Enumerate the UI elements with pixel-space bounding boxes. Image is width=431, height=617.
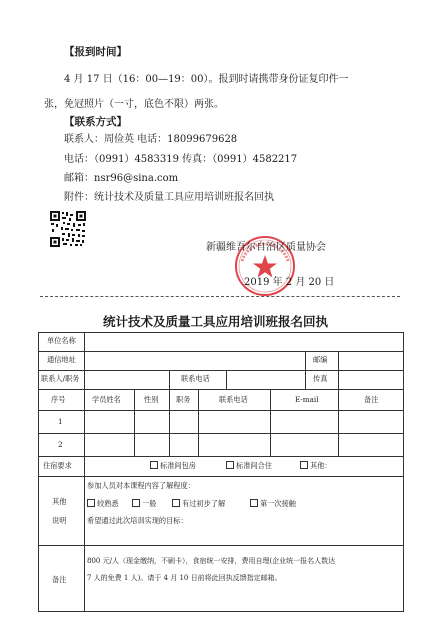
table-row-number-2: 2 xyxy=(58,440,63,449)
header-duty: 职务 xyxy=(176,395,191,404)
header-gender: 性别 xyxy=(144,395,159,404)
organization-signature: 新疆维吾尔自治区质量协会 xyxy=(206,242,326,253)
phone-fax: 电话：（0991）4583319 传真：（0991）4582217 xyxy=(64,154,298,165)
contact-phone-label: 联系电话 xyxy=(181,374,210,383)
report-time-line-2: 张，免冠照片（一寸，底色不限）两张。 xyxy=(44,99,224,110)
familiarity-option-basic[interactable]: 有过初步了解 xyxy=(172,499,225,509)
report-time-heading: 【报到时间】 xyxy=(64,46,127,58)
contact-heading: 【联系方式】 xyxy=(64,116,127,128)
lodging-option-standard-private[interactable]: 标准间包房 xyxy=(150,461,196,471)
checkbox-icon[interactable] xyxy=(87,499,95,507)
table-row-number-1: 1 xyxy=(58,417,63,426)
lodging-option-standard-shared[interactable]: 标准间合住 xyxy=(226,461,272,471)
address-label: 通信地址 xyxy=(47,355,76,364)
postcode-label: 邮编 xyxy=(313,355,328,364)
familiarity-option-familiar[interactable]: 较熟悉 xyxy=(87,499,119,509)
header-email: E-mail xyxy=(295,395,319,404)
familiarity-option-average[interactable]: 一般 xyxy=(132,499,156,509)
cut-line xyxy=(40,296,400,297)
checkbox-icon[interactable] xyxy=(300,461,308,469)
report-time-line-1: 4 月 17 日（16：00—19：00）。报到时请携带身份证复印件一 xyxy=(64,74,349,85)
postcode-field[interactable] xyxy=(341,354,401,368)
checkbox-icon[interactable] xyxy=(172,499,180,507)
contact-phone-field[interactable] xyxy=(229,373,303,387)
unit-name-label: 单位名称 xyxy=(47,336,76,345)
email-line: 邮箱：nsr96@sina.com xyxy=(64,173,179,184)
lodging-label: 住宿要求 xyxy=(43,461,72,470)
course-question: 参加人员对本课程内容了解程度： xyxy=(87,481,195,490)
remarks-label: 备注 xyxy=(52,575,67,584)
checkbox-icon[interactable] xyxy=(132,499,140,507)
goal-prompt: 希望通过此次培训实现的目标： xyxy=(87,516,188,525)
checkbox-icon[interactable] xyxy=(150,461,158,469)
goal-field[interactable] xyxy=(87,528,401,542)
registration-form-table xyxy=(38,332,404,612)
contact-duty-label: 联系人/职务 xyxy=(41,374,80,383)
address-field[interactable] xyxy=(87,354,302,368)
other-label-2: 说明 xyxy=(52,516,67,525)
remarks-line-1: 800 元/人（现金缴纳，不刷卡），食宿统一安排，费用自理(企业统一报名人数达 xyxy=(87,557,336,565)
issue-date: 2019 年 2 月 20 日 xyxy=(244,277,335,288)
header-name: 学员姓名 xyxy=(92,395,121,404)
familiarity-option-first-time[interactable]: 第一次接触 xyxy=(250,499,296,509)
lodging-option-other[interactable]: 其他： xyxy=(300,461,332,471)
header-serial: 序号 xyxy=(51,395,66,404)
header-remarks: 备注 xyxy=(364,395,379,404)
form-title: 统计技术及质量工具应用培训班报名回执 xyxy=(102,314,328,329)
unit-name-field[interactable] xyxy=(87,335,401,349)
checkbox-icon[interactable] xyxy=(250,499,258,507)
other-label-1: 其他 xyxy=(52,497,67,506)
checkbox-icon[interactable] xyxy=(226,461,234,469)
contact-duty-field[interactable] xyxy=(87,373,167,387)
attachment-line: 附件：统计技术及质量工具应用培训班报名回执 xyxy=(64,192,274,203)
qr-code-icon xyxy=(49,210,87,248)
fax-field[interactable] xyxy=(341,373,401,387)
remarks-line-2: 7 人的免费 1 人)。请于 4 月 10 日前将此回执反馈指定邮箱。 xyxy=(87,574,282,582)
header-phone: 联系电话 xyxy=(219,395,248,404)
fax-label: 传真 xyxy=(313,374,328,383)
contact-person: 联系人：周俭英 电话：18099679628 xyxy=(64,134,238,145)
